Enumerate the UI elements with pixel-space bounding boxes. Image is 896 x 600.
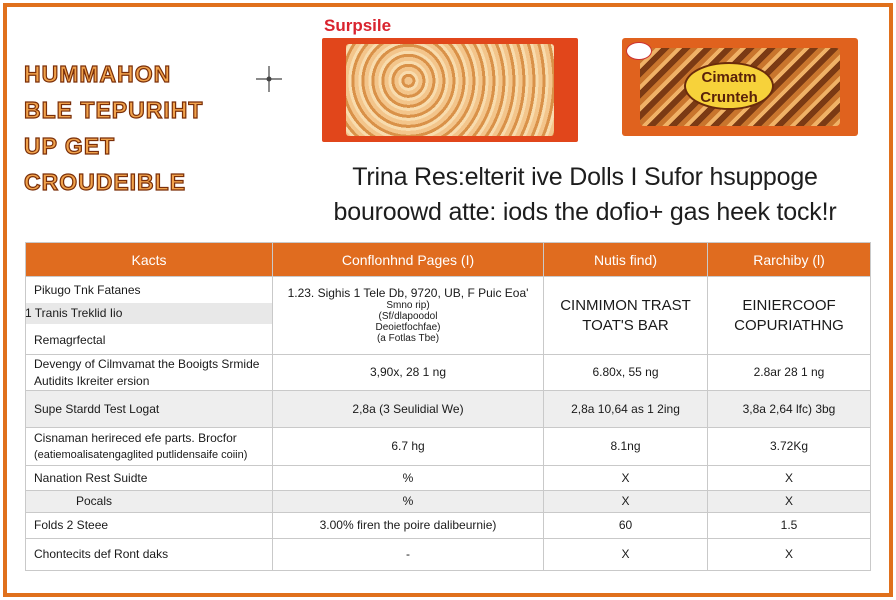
badge-line: Crunteh [700,89,758,106]
table-row [26,355,871,391]
table-cell: 6.7 hg [273,428,544,466]
table-cell: 3.72Kg [708,428,871,466]
cell-line: 1.23. Sighis 1 Tele Db, 9720, UB, F Puic Eoa' [287,286,529,300]
table-cell: X [544,491,708,513]
sparkle-icon [256,66,282,92]
headline-line: Trina Res:elterit ive Dolls I Sufor hsuppoge [352,163,818,191]
table-cell: 8.1ng [544,428,708,466]
table-cell: 2.8ar 28 1 ng [708,355,871,391]
table-cell: % [273,466,544,491]
table-cell: 3,8a 2,64 lfc) 3bg [708,391,871,428]
table-row-intro [26,277,871,355]
table-cell: CINMIMON TRAST TOAT'S BAR [544,277,708,355]
row-label [26,539,273,571]
label-line: Folds 2 Steee [34,518,109,532]
headline-line: bouroowd atte: iods the dofio+ gas heek tock!r [333,198,837,226]
table-cell: X [708,491,871,513]
logo-line: HUMMAHON [24,61,172,87]
label-line: Cisnaman herireced efe parts. Brocfor [34,430,237,445]
table-cell: 6.80x, 55 ng [544,355,708,391]
badge-line: Cimatm [701,69,757,86]
comparison-table [25,242,871,571]
row-label [26,391,273,428]
label-line: Chontecits def Ront daks [34,547,169,561]
table-row [26,539,871,571]
table-cell: 2,8a 10,64 as 1 2ing [544,391,708,428]
intro-label: 1 Tranis Treklid Iio [25,303,273,324]
table-header-row [26,243,871,277]
table-cell: X [708,539,871,571]
intro-label: Pikugo Tnk Fatanes [34,283,141,297]
label-line: Pocals [76,494,113,508]
logo-line: BLE TEPURIHT [24,97,204,123]
table-cell: 2,8a (3 Seulidial We) [273,391,544,428]
table-cell: % [273,491,544,513]
row-label [26,355,273,391]
table-row [26,428,871,466]
label-line: Supe Stardd Test Logat [34,401,160,416]
cell-line: (a Fotlas Tbe) [376,333,440,344]
row-label [26,277,273,355]
label-line: Nanation Rest Suidte [34,470,148,485]
product-image-left [320,16,578,146]
brand-logo [24,56,234,200]
label-line: Devengy of Cilmvamat the Booigts Srmide [34,356,260,371]
logo-line: UP GET [24,133,116,159]
row-label [26,491,273,513]
table-cell: 1.5 [708,513,871,539]
column-header: Nutis find) [544,243,708,277]
table-row [26,391,871,428]
bar-wrapper [322,38,578,142]
table-cell: 3.00% firen the poire dalibeurnie) [273,513,544,539]
row-label [26,466,273,491]
table-row [26,466,871,491]
row-label [26,513,273,539]
table-row [26,513,871,539]
table-cell: X [544,466,708,491]
product-badge [684,62,774,110]
label-line: (eatiemoalisatengaglited putlidensaife coiin) [34,448,248,461]
table-cell [273,277,544,355]
column-header: Kacts [26,243,273,277]
table-cell: 3,90x, 28 1 ng [273,355,544,391]
row-label [26,428,273,466]
column-header: Rarchiby (l) [708,243,871,277]
table-row [26,491,871,513]
page-headline [290,160,880,230]
column-header: Conflonhnd Pages (I) [273,243,544,277]
table-cell: X [544,539,708,571]
cell-line: (Sf/dlapoodol [378,311,438,322]
table-cell: - [273,539,544,571]
intro-label: Remagrfectal [34,333,106,347]
label-line: Autidits Ikreiter ersion [34,373,150,388]
product-brand-label: Surpsile [324,16,392,35]
logo-line: CROUDEIBLE [24,169,187,195]
table-cell: EINIERCOOF COPURIATHNG [708,277,871,355]
cell-line: Deoietfochfae) [375,322,441,333]
table-cell: X [708,466,871,491]
granola-bar [346,44,554,136]
mini-logo-icon [626,42,652,60]
product-image-right [622,38,858,136]
cell-line: Smno rip) [386,300,430,311]
table-cell: 60 [544,513,708,539]
